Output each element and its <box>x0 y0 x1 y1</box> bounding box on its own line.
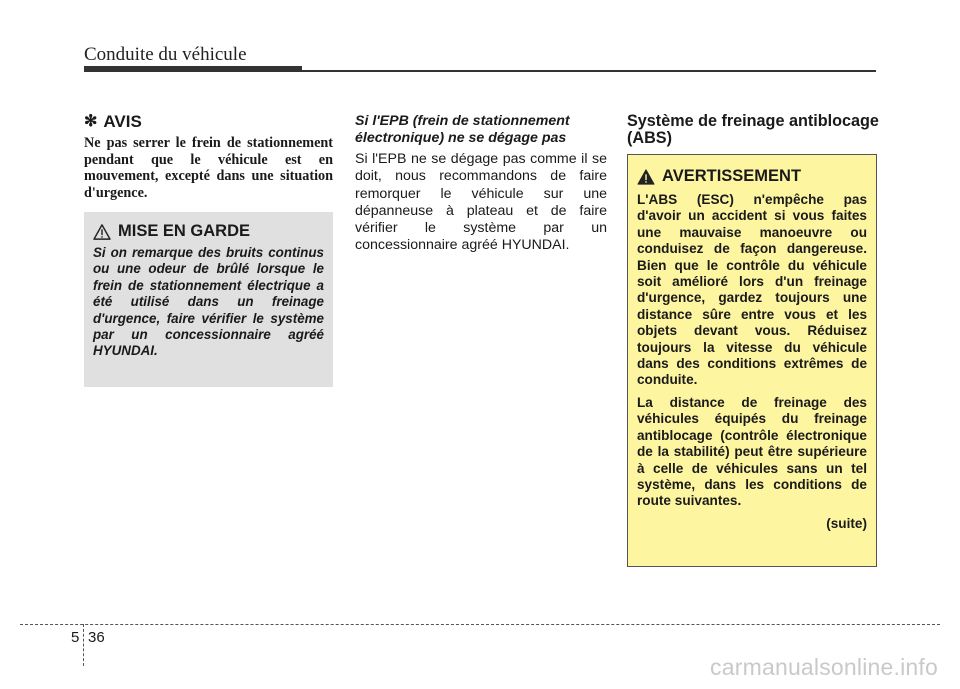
warning-title: AVERTISSEMENT <box>662 167 802 185</box>
warning-suite: (suite) <box>826 515 867 531</box>
epb-body: Si l'EPB ne se dégage pas comme il se doit, nous recommandons de faire remorquer le véhicule sur une dépanneuse à plateau et de faire vérifier le système par un concessionnaire agréé HYUNDAI. <box>355 151 607 254</box>
footer-divider <box>83 624 84 666</box>
watermark: carmanualsonline.info <box>710 654 938 680</box>
epb-heading: Si l'EPB (frein de stationnement électronique) ne se dégage pas <box>355 113 570 146</box>
caution-box <box>84 212 333 387</box>
avis-title-text: AVIS <box>103 112 142 131</box>
star-icon: ✻ <box>84 113 98 130</box>
page-number: 36 <box>88 629 105 646</box>
caution-heading <box>93 222 324 241</box>
warning-paragraph-2: La distance de freinage des véhicules équipés du freinage antiblocage (contrôle électronique de la stabilité) peut être supérieure à celle de véhicules sans un tel système, dans les conditions de route suivantes. <box>637 394 867 509</box>
warning-triangle-icon <box>637 169 655 185</box>
header-bar-thin <box>84 70 876 72</box>
footer-line <box>20 624 940 625</box>
warning-paragraph-1: L'ABS (ESC) n'empêche pas d'avoir un accident si vous faites une mauvaise manoeuvre ou conduisez de façon dangereuse. Bien que le contrôle du véhicule soit amélioré lors d'un freinage d'urgence, gardez toujours une distance sûre entre vous et les objets devant vous. Réduisez toujours la vitesse du véhicule dans des conditions extrêmes de conduite. <box>637 192 867 388</box>
caution-title: MISE EN GARDE <box>118 222 251 240</box>
avis-title <box>84 112 142 132</box>
avis-body: Ne pas serrer le frein de stationnement pendant que le véhicule est en mouvement, excepté dans une situation d'urgence. <box>84 135 333 201</box>
warning-heading <box>637 167 867 186</box>
caution-text: Si on remarque des bruits continus ou une odeur de brûlé lorsque le frein de stationnement électrique a été utilisé dans un freinage d'urgence, faire vérifier le système par un concessionnaire agréé HYUNDAI. <box>93 245 324 359</box>
abs-title: Système de freinage antiblocage (ABS) <box>627 112 879 147</box>
warning-triangle-icon <box>93 224 111 240</box>
header-title: Conduite du véhicule <box>84 44 247 65</box>
warning-box <box>627 154 877 567</box>
page-chapter: 5 <box>71 629 80 646</box>
